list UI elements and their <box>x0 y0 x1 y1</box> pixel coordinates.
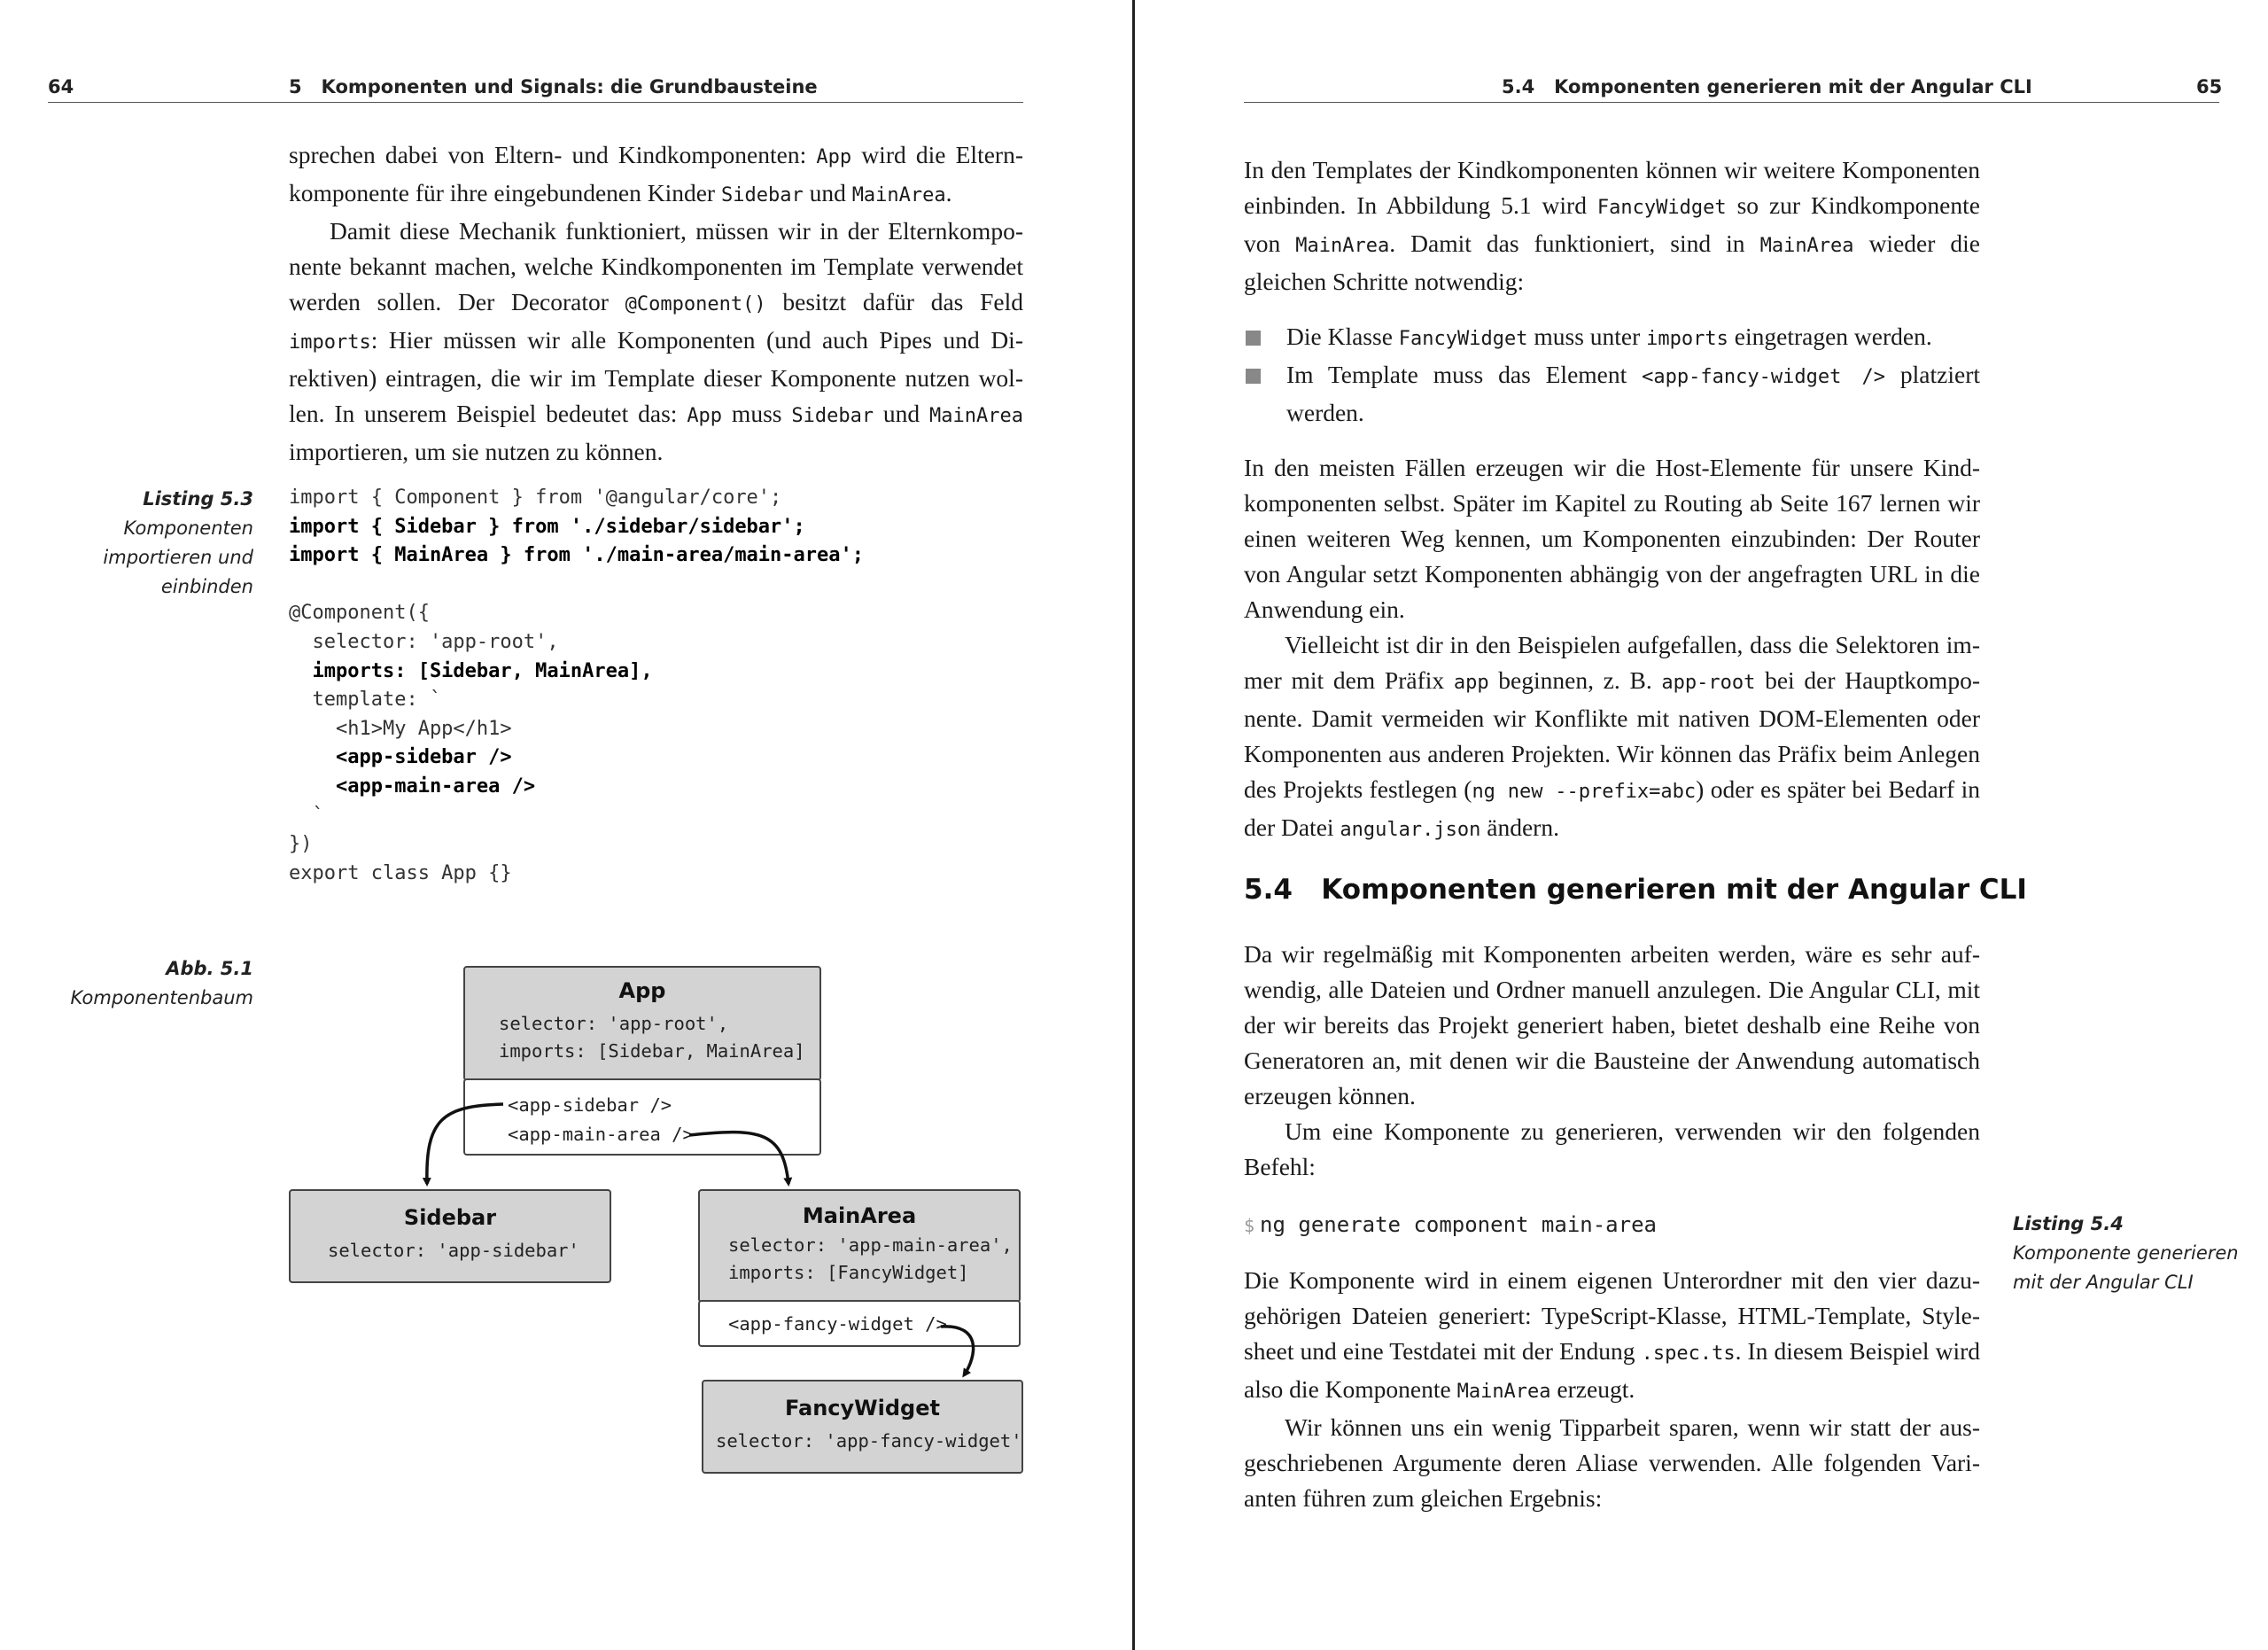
code-line: }) <box>289 833 313 856</box>
page-number: 64 <box>48 76 74 97</box>
code-line: import { Component } from '@angular/core'; <box>289 486 782 509</box>
arrow-to-sidebar <box>427 1104 503 1184</box>
right-body-top <box>1244 152 1980 848</box>
running-head: 5.4 Komponenten generieren mit der Angular CLI <box>1502 76 2032 97</box>
paragraph: Wir können uns ein wenig Tipparbeit sparen, wenn wir statt der ausgeschriebenen Argumente deren Aliase verwenden. Alle folgenden Varianten führen zum gleichen Ergebnis: <box>1244 1413 1980 1512</box>
paragraph: In den meisten Fällen erzeugen wir die Host-Elemente für unsere Kindkomponenten selbst. Später im Kapitel zu Routing ab Seite 167 lernen wir einen weiteren Weg kennen, um Komponenten einzubinden: Der Router von Angular setzt Komponenten abhängig von der angefragten URL in die Anwendung ein. <box>1244 454 1980 623</box>
figure-caption: Abb. 5.1 Komponentenbaum <box>70 958 253 1008</box>
app-template-box: <app-sidebar /> <app-main-area /> <box>463 1078 821 1156</box>
code-line: import { Sidebar } from './sidebar/sidebar'; <box>289 515 805 538</box>
mainarea-template-box: <app-fancy-widget /> <box>698 1300 1021 1347</box>
code-line: imports: [Sidebar, MainArea], <box>289 659 653 682</box>
code-line: selector: 'app-root', <box>289 630 559 653</box>
listing-caption: Listing 5.4 Komponente generieren mit der Angular CLI <box>2013 1213 2239 1293</box>
paragraph: In den Templates der Kindkomponenten können wir weitere Komponenten einbinden. In Abbildung 5.1 wird FancyWidget so zur Kindkomponente von MainArea. Damit das funktioniert, sind in MainArea wieder die gleichen Schritte notwendig: <box>1244 156 1981 295</box>
mainarea-node: MainArea selector: 'app-main-area', imports: [FancyWidget] <box>698 1189 1021 1303</box>
app-node: App selector: 'app-root', imports: [Sidebar, MainArea] <box>463 966 821 1081</box>
running-head: 5 Komponenten und Signals: die Grundbausteine <box>289 76 818 97</box>
code-line: @Component({ <box>289 602 430 625</box>
left-page <box>0 0 1133 1650</box>
command-text: ng generate component main-area <box>1260 1212 1657 1237</box>
list-item: Im Template muss das Element <app-fancy-widget /> platziert werden. <box>1244 357 1980 431</box>
listing-caption: Listing 5.3 Komponenten importieren und einbinden <box>103 488 253 597</box>
code-line: <app-main-area /> <box>289 774 536 798</box>
right-body-middle <box>1244 937 1980 1185</box>
arrow-to-mainarea <box>689 1132 788 1184</box>
code-line: template: ` <box>289 689 442 712</box>
command-line <box>1244 1212 1657 1237</box>
paragraph: Die Komponente wird in einem eigenen Unterordner mit den vier dazugehörigen Dateien generiert: TypeScript-Klasse, HTML-Template, Stylesheet und eine Testdatei mit der Endung .spec.ts. In diesem Beispiel wird also die Komponente MainArea erzeugt. <box>1244 1266 1980 1403</box>
paragraph: Vielleicht ist dir in den Beispielen aufgefallen, dass die Selektoren immer mit dem Präfix app beginnen, z. B. app-root bei der Hauptkomponente. Damit vermeiden wir Konflikte mit nativen DOM-Elementen oder Komponenten aus anderen Projekten. Wir können das Präfix beim Anlegen des Projekts festlegen (ng new --prefix=abc) oder es später bei Bedarf in der Datei angular.json ändern. <box>1244 631 1980 841</box>
sidebar-node: Sidebar selector: 'app-sidebar' <box>289 1189 611 1283</box>
page-number: 65 <box>2196 76 2223 97</box>
paragraph: Damit diese Mechanik funktioniert, müssen wir in der Elternkomponente bekannt machen, welche Kindkomponenten im Template verwendet werden sollen. Der Decorator @Component() besitzt dafür das Feld imports: Hier müssen wir alle Komponenten (und auch Pipes und Direktiven) eintragen, die wir im Template dieser Komponente nutzen wollen. In unserem Beispiel bedeutet das: App muss Sidebar und MainArea importieren, um sie nutzen zu können. <box>289 217 1024 465</box>
paragraph: Da wir regelmäßig mit Komponenten arbeiten werden, wäre es sehr aufwendig, alle Dateien und Ordner manuell anzulegen. Die Angular CLI, mit der wir bereits das Projekt generiert haben, bietet deshalb eine Reihe von Generatoren an, mit denen wir die Bausteine der Anwendung automatisch erzeugen können. <box>1244 940 1980 1109</box>
code-line: export class App {} <box>289 861 512 884</box>
code-line: import { MainArea } from './main-area/main-area'; <box>289 544 865 567</box>
tree-arrows <box>0 0 1133 1650</box>
prompt-symbol: $ <box>1244 1215 1255 1236</box>
right-body-bottom <box>1244 1263 1980 1516</box>
paragraph: Um eine Komponente zu generieren, verwenden wir den folgenden Befehl: <box>1244 1117 1980 1180</box>
fancywidget-node: FancyWidget selector: 'app-fancy-widget' <box>702 1380 1023 1474</box>
code-line: ` <box>289 804 324 827</box>
code-line: <h1>My App</h1> <box>289 717 512 740</box>
paragraph: sprechen dabei von Eltern- und Kindkomponenten: App wird die Elternkomponente für ihre eingebundenen Kinder Sidebar und MainArea. <box>289 141 1023 206</box>
code-line: <app-sidebar /> <box>289 746 512 769</box>
right-page <box>1135 0 2268 1650</box>
bullet-list <box>1244 319 1980 431</box>
header-rule <box>1244 102 2219 103</box>
list-item: Die Klasse FancyWidget muss unter imports eingetragen werden. <box>1244 319 1980 357</box>
arrow-to-fancywidget <box>941 1327 974 1375</box>
section-heading: 5.4 Komponenten generieren mit der Angular CLI <box>1244 874 2027 906</box>
